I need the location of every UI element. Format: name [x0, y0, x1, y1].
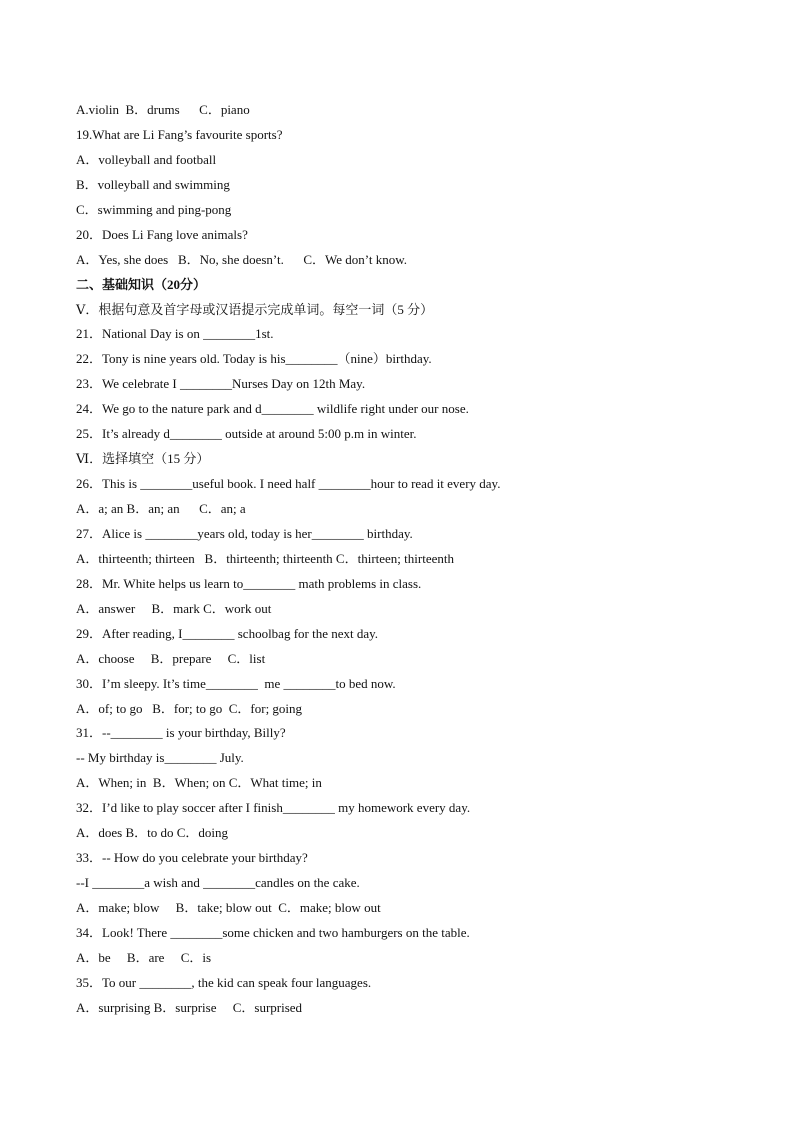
q28-options: A．answer B．mark C．work out — [76, 600, 272, 616]
q35-options: A．surprising B．surprise C．surprised — [76, 999, 303, 1015]
q31-question: 31．--________ is your birthday, Billy? — [76, 725, 286, 741]
q34-question: 34．Look! There ________some chicken and two hamburgers on the table. — [76, 924, 470, 940]
q23-question: 23．We celebrate I ________Nurses Day on 12th May. — [76, 376, 366, 392]
q33-answer-line: --I ________a wish and ________candles on the cake. — [76, 875, 360, 891]
q28-question: 28．Mr. White helps us learn to________ math problems in class. — [76, 575, 422, 591]
q20-question: 20．Does Li Fang love animals? — [76, 226, 248, 242]
q19-question: 19.What are Li Fang’s favourite sports? — [76, 126, 283, 142]
exam-page — [76, 98, 756, 1021]
q24-question: 24．We go to the nature park and d________ wildlife right under our nose. — [76, 401, 469, 417]
q30-question: 30．I’m sleepy. It’s time________ me ________to bed now. — [76, 675, 396, 691]
q22-question: 22．Tony is nine years old. Today is his________（nine）birthday. — [76, 351, 432, 367]
q19-option-a: A．volleyball and football — [76, 151, 217, 167]
q18-options: A.violin B．drums C．piano — [76, 102, 250, 117]
q34-options: A．be B．are C．is — [76, 949, 212, 965]
q32-options: A．does B．to do C．doing — [76, 825, 229, 841]
q30-options: A．of; to go B．for; to go C．for; going — [76, 700, 303, 716]
q19-option-c: C．swimming and ping-pong — [76, 201, 232, 217]
q20-options: A．Yes, she does B．No, she doesn’t. C．We don’t know. — [76, 251, 408, 267]
q31-answer-line: -- My birthday is________ July. — [76, 750, 244, 766]
q21-question: 21．National Day is on ________1st. — [76, 326, 274, 342]
q25-question: 25．It’s already d________ outside at around 5:00 p.m in winter. — [76, 426, 417, 442]
section-heading: 二、基础知识（20分） — [76, 276, 207, 292]
q35-question: 35．To our ________, the kid can speak four languages. — [76, 974, 372, 990]
q29-question: 29．After reading, I________ schoolbag for the next day. — [76, 625, 379, 641]
q26-question: 26．This is ________useful book. I need half ________hour to read it every day. — [76, 476, 501, 492]
q33-options: A．make; blow B．take; blow out C．make; blow out — [76, 900, 381, 915]
part-vi-instruction: Ⅵ．选择填空（15 分） — [76, 451, 210, 467]
part-v-instruction: Ⅴ．根据句意及首字母或汉语提示完成单词。每空一词（5 分） — [76, 301, 434, 317]
q27-options: A．thirteenth; thirteen B．thirteenth; thirteenth C．thirteen; thirteenth — [76, 550, 454, 566]
q32-question: 32．I’d like to play soccer after I finish________ my homework every day. — [76, 800, 471, 816]
q27-question: 27．Alice is ________years old, today is her________ birthday. — [76, 525, 413, 541]
q26-options: A．a; an B．an; an C．an; a — [76, 501, 246, 516]
q19-option-b: B．volleyball and swimming — [76, 176, 230, 192]
q31-options: A．When; in B．When; on C．What time; in — [76, 775, 322, 791]
q29-options: A．choose B．prepare C．list — [76, 650, 266, 666]
q33-question: 33．-- How do you celebrate your birthday? — [76, 850, 308, 866]
